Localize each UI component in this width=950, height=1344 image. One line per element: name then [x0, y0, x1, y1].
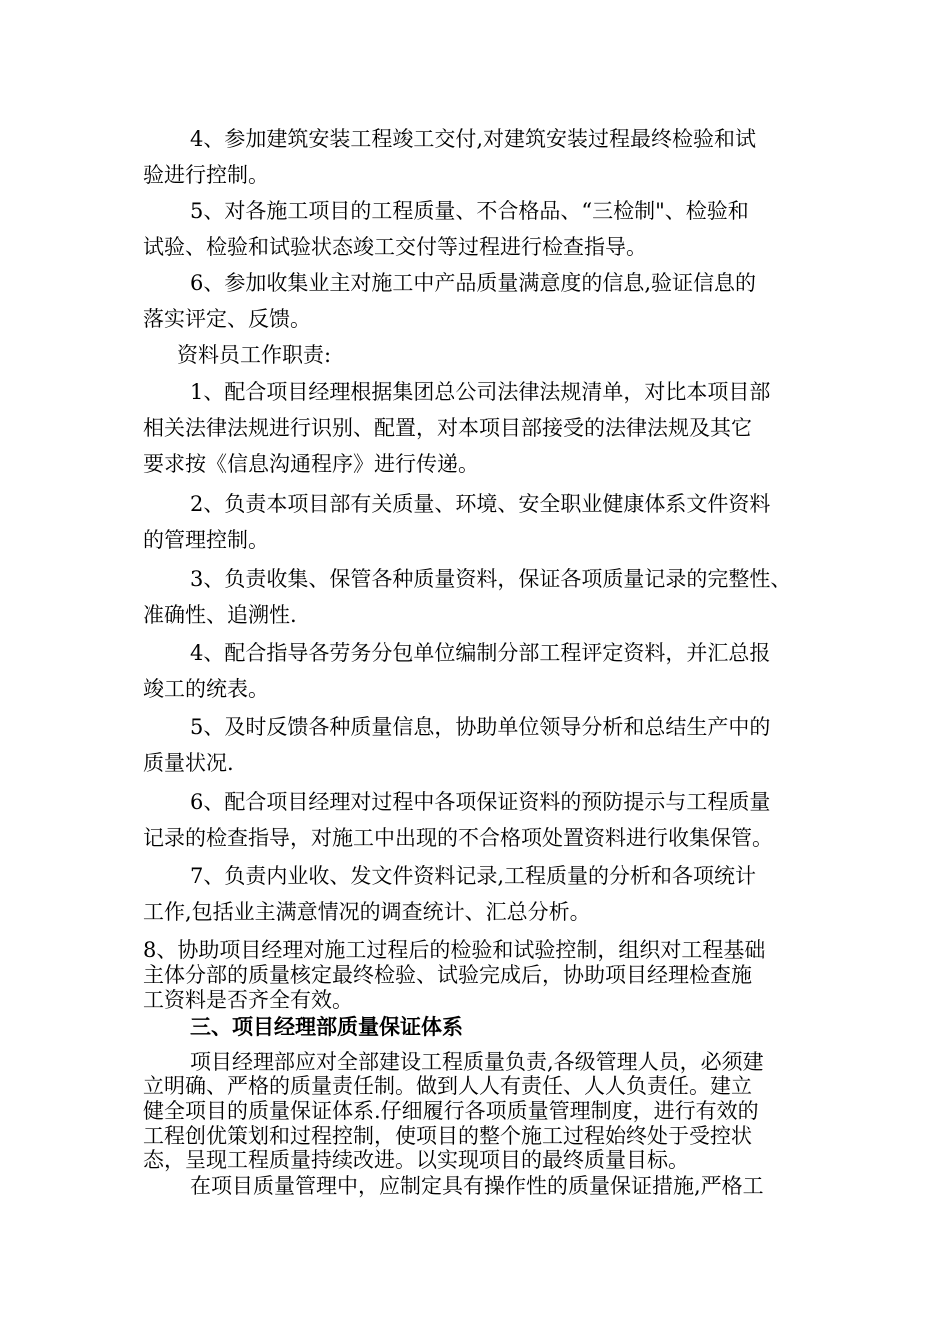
text-line: 4、参加建筑安装工程竣工交付,对建筑安装过程最终检验和试 — [190, 127, 757, 151]
text-line: 5、对各施工项目的工程质量、不合格品、“三检制"、检验和 — [190, 199, 749, 223]
text-line: 态，呈现工程质量持续改进。以实现项目的最终质量目标。 — [143, 1148, 689, 1172]
text-line: 项目经理部应对全部建设工程质量负责,各级管理人员，必须建 — [190, 1050, 764, 1074]
section-title: 三、项目经理部质量保证体系 — [190, 1014, 463, 1039]
text-line: 验进行控制。 — [143, 163, 269, 187]
text-line: 的管理控制。 — [143, 528, 269, 552]
text-line: 要求按《信息沟通程序》进行传递。 — [143, 452, 479, 476]
text-line: 1、配合项目经理根据集团总公司法律法规清单，对比本项目部 — [190, 380, 771, 404]
text-line: 试验、检验和试验状态竣工交付等过程进行检查指导。 — [143, 235, 647, 259]
text-line: 准确性、追溯性. — [143, 603, 297, 627]
text-line: 2、负责本项目部有关质量、环境、安全职业健康体系文件资料 — [190, 492, 771, 516]
text-line: 落实评定、反馈。 — [143, 307, 311, 331]
text-line: 相关法律法规进行识别、配置，对本项目部接受的法律法规及其它 — [143, 416, 752, 440]
text-line: 5、及时反馈各种质量信息，协助单位领导分析和总结生产中的 — [190, 715, 771, 739]
text-line: 工资料是否齐全有效。 — [143, 988, 353, 1012]
text-line: 工程创优策划和过程控制，使项目的整个施工过程始终处于受控状 — [143, 1124, 752, 1148]
text-line: 立明确、严格的质量责任制。做到人人有责任、人人负责任。建立 — [143, 1074, 752, 1098]
text-line: 工作,包括业主满意情况的调查统计、汇总分析。 — [143, 900, 591, 924]
text-line: 健全项目的质量保证体系.仔细履行各项质量管理制度，进行有效的 — [143, 1099, 759, 1123]
section-heading: 资料员工作职责: — [177, 343, 332, 367]
text-line: 竣工的统表。 — [143, 677, 269, 701]
text-line: 8、协助项目经理对施工过程后的检验和试验控制，组织对工程基础 — [143, 938, 766, 962]
text-line: 6、配合项目经理对过程中各项保证资料的预防提示与工程质量 — [190, 790, 771, 814]
text-line: 在项目质量管理中，应制定具有操作性的质量保证措施,严格工 — [190, 1174, 764, 1198]
text-line: 6、参加收集业主对施工中产品质量满意度的信息,验证信息的 — [190, 271, 757, 295]
text-line: 4、配合指导各劳务分包单位编制分部工程评定资料，并汇总报 — [190, 641, 771, 665]
text-line: 质量状况. — [143, 751, 234, 775]
text-line: 7、负责内业收、发文件资料记录,工程质量的分析和各项统计 — [190, 864, 757, 888]
text-line: 记录的检查指导，对施工中出现的不合格项处置资料进行收集保管。 — [143, 826, 773, 850]
text-line: 主体分部的质量核定最终检验、试验完成后，协助项目经理检查施 — [143, 963, 752, 987]
text-line: 3、负责收集、保管各种质量资料，保证各项质量记录的完整性、 — [190, 567, 792, 591]
